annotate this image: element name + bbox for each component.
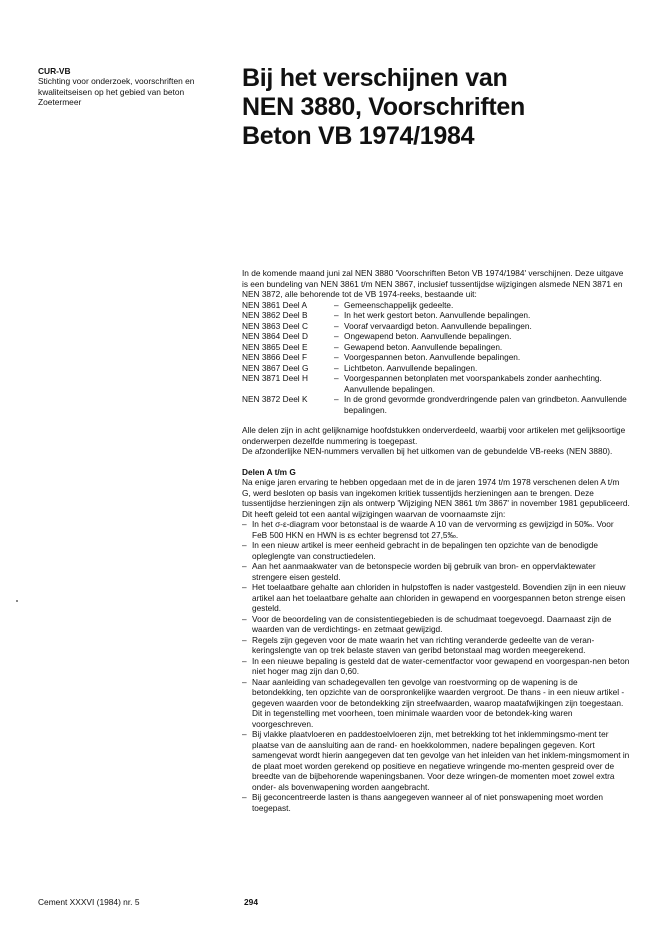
nen-description: Gewapend beton. Aanvullende bepalingen. [344,341,503,352]
nen-code: NEN 3866 Deel F [242,352,308,362]
nen-list-item: NEN 3864 Deel D – Ongewapend beton. Aanvullende bepalingen. [242,331,630,342]
nen-code: NEN 3864 Deel D [242,331,308,341]
nen-list-item: NEN 3872 Deel K – In de grond gevormde grondverdringende palen van grindbeton. Aanvullende bepalingen. [242,394,630,415]
nen-code: NEN 3863 Deel C [242,320,308,331]
nen-description: Voorgespannen betonplaten met voorspankabels zonder aanhechting. Aanvullende bepalingen. [344,373,602,394]
page-number: 294 [244,897,258,907]
paragraph: De afzonderlijke NEN-nummers vervallen bij het uitkomen van de gebundelde VB-reeks (NEN 3880). [242,446,613,456]
nen-code: NEN 3865 Deel E [242,341,308,352]
changes-list [242,519,630,813]
nen-list-item: NEN 3863 Deel C – Vooraf vervaardigd beton. Aanvullende bepalingen. [242,321,630,332]
page-title [242,64,525,151]
paragraph: Na enige jaren ervaring te hebben opgedaan met de in de jaren 1974 t/m 1978 verschenen delen A t/m G, werd besloten op basis van ingekomen kritiek tussentijds herzieningen aan te brengen. Deze tussentijdse herzieningen zijn als ontwerp 'Wijziging NEN 3861 t/m 3867' in november 1981 gepubliceerd. [242,477,630,508]
intro-paragraph: In de komende maand juni zal NEN 3880 'Voorschriften Beton VB 1974/1984' verschijnen. Deze uitgave is een bundeling van NEN 3861 t/m NEN 3867, inclusief tussentijdse wijzigingen alsmede NEN 3871 en NEN 3872, alle behorende tot de VB 1974-reeks, bestaande uit: [242,268,624,299]
list-item: – Aan het aanmaakwater van de betonspecie worden bij gebruik van bron- en oppervlaktewater strengere eisen gesteld. [242,561,596,582]
nen-description: Ongewapend beton. Aanvullende bepalingen. [344,331,512,341]
paragraph: Alle delen zijn in acht gelijknamige hoofdstukken onderverdeeld, waarbij voor artikelen met gelijksoortige onderwerpen dezelfde nummering is toegepast. [242,425,626,446]
nen-code: NEN 3862 Deel B [242,310,308,320]
nen-code: NEN 3871 Deel H [242,373,308,383]
nen-description: In het werk gestort beton. Aanvullende bepalingen. [344,310,531,320]
list-item: – Bij vlakke plaatvloeren en paddestoelvloeren zijn, met betrekking tot het inklemmingsmo-ment ter plaatse van de aansluiting aan de rand- en hoekkolommen, nadere bepalingen gegeven. Kort samengevat wordt hierin aangegeven dat ten gevolge van het inleiden van het inklem-mingsmoment in de plaat moet worden gerekend op positieve en negatieve wringende mo-menten gespreid over de breedte van de bijbehorende wapeningsbanen. Voor deze wringen-de momenten moet zowel extra onder- als bovenwapening worden aangebracht. [242,729,630,792]
list-item: – Bij geconcentreerde lasten is thans aangegeven wanneer al of niet ponswapening moet worden toegepast. [242,792,604,813]
list-item: – In een nieuw artikel is meer eenheid gebracht in de bepalingen ten opzichte van de benodigde opleglengte van constructiedelen. [242,540,598,561]
list-item: – Naar aanleiding van schadegevallen ten gevolge van roestvorming op de wapening is de betondekking, ten opzichte van de oorspronkelijke waarden vergroot. De thans - in een nieuw artikel - gegeven waarden voor de betondekking zijn streefwaarden, waarop maatafwijkingen zijn toegestaan. Dit in tegenstelling met voorheen, toen minimale waarden voor de betondek-king waren voorgeschreven. [242,676,625,729]
article-body [242,268,630,813]
footer-journal: Cement XXXVI (1984) nr. 5 [38,897,140,907]
nen-list [242,300,630,416]
nen-list-item: NEN 3861 Deel A – Gemeenschappelijk gedeelte. [242,300,630,311]
title-line: NEN 3880, Voorschriften [242,93,526,121]
nen-description: Vooraf vervaardigd beton. Aanvullende bepalingen. [344,320,532,331]
nen-list-item: NEN 3862 Deel B – In het werk gestort beton. Aanvullende bepalingen. [242,310,630,321]
section-heading: Delen A t/m G [242,466,296,477]
organization-line: Zoetermeer [38,97,82,108]
nen-list-item: NEN 3866 Deel F – Voorgespannen beton. Aanvullende bepalingen. [242,352,630,363]
nen-description: Gemeenschappelijk gedeelte. [344,299,454,310]
nen-list-item: NEN 3865 Deel E – Gewapend beton. Aanvullende bepalingen. [242,342,630,353]
scan-mark [16,600,18,602]
list-item: – Regels zijn gegeven voor de mate waarin het van richting veranderde gedeelte van de veran-keringslengte van op trek belaste staven van geribd betonstaal mag worden meegerekend. [242,634,595,655]
nen-list-item: NEN 3871 Deel H – Voorgespannen betonplaten met voorspankabels zonder aanhechting. Aanvullende bepalingen. [242,373,630,394]
list-item: – In een nieuwe bepaling is gesteld dat de water-cementfactor voor gewapend en voorgespan-nen beton niet hoger mag zijn dan 0,60. [242,655,630,676]
nen-code: NEN 3867 Deel G [242,362,309,373]
nen-description: In de grond gevormde grondverdringende palen van grindbeton. Aanvullende bepalingen. [344,394,627,415]
title-line: Beton VB 1974/1984 [242,122,475,150]
paragraph: Dit heeft geleid tot een aantal wijzigingen waarvan de voornaamste zijn: [242,508,506,519]
nen-code: NEN 3872 Deel K [242,394,308,404]
nen-code: NEN 3861 Deel A [242,299,308,310]
nen-description: Lichtbeton. Aanvullende bepalingen. [344,362,478,373]
title-line: Bij het verschijnen van [242,64,508,92]
list-item: – In het σ-ε-diagram voor betonstaal is de waarde A 10 van de vervorming εs gewijzigd in 50‰. Voor FeB 500 HKN en HWN is εs echter begrensd tot 27,5‰. [242,519,614,540]
organization-name: CUR-VB [38,66,71,76]
organization-line: kwaliteitseisen op het gebied van beton [38,86,185,97]
nen-list-item: NEN 3867 Deel G – Lichtbeton. Aanvullende bepalingen. [242,363,630,374]
organization-line: Stichting voor onderzoek, voorschriften en [38,76,195,87]
organization-block [38,66,228,108]
list-item: – Het toelaatbare gehalte aan chloriden in hulpstoffen is nader vastgesteld. Bovendien zijn in een nieuw artikel aan het toelaatbare gehalte aan chloriden in gewapend en voorgespannen beton strenge eisen gesteld. [242,582,626,613]
list-item: – Voor de beoordeling van de consistentiegebieden is de schudmaat toegevoegd. Daarnaast zijn de waarden van de verdichtings- en zetmaat gewijzigd. [242,613,612,634]
nen-description: Voorgespannen beton. Aanvullende bepalingen. [344,352,521,362]
